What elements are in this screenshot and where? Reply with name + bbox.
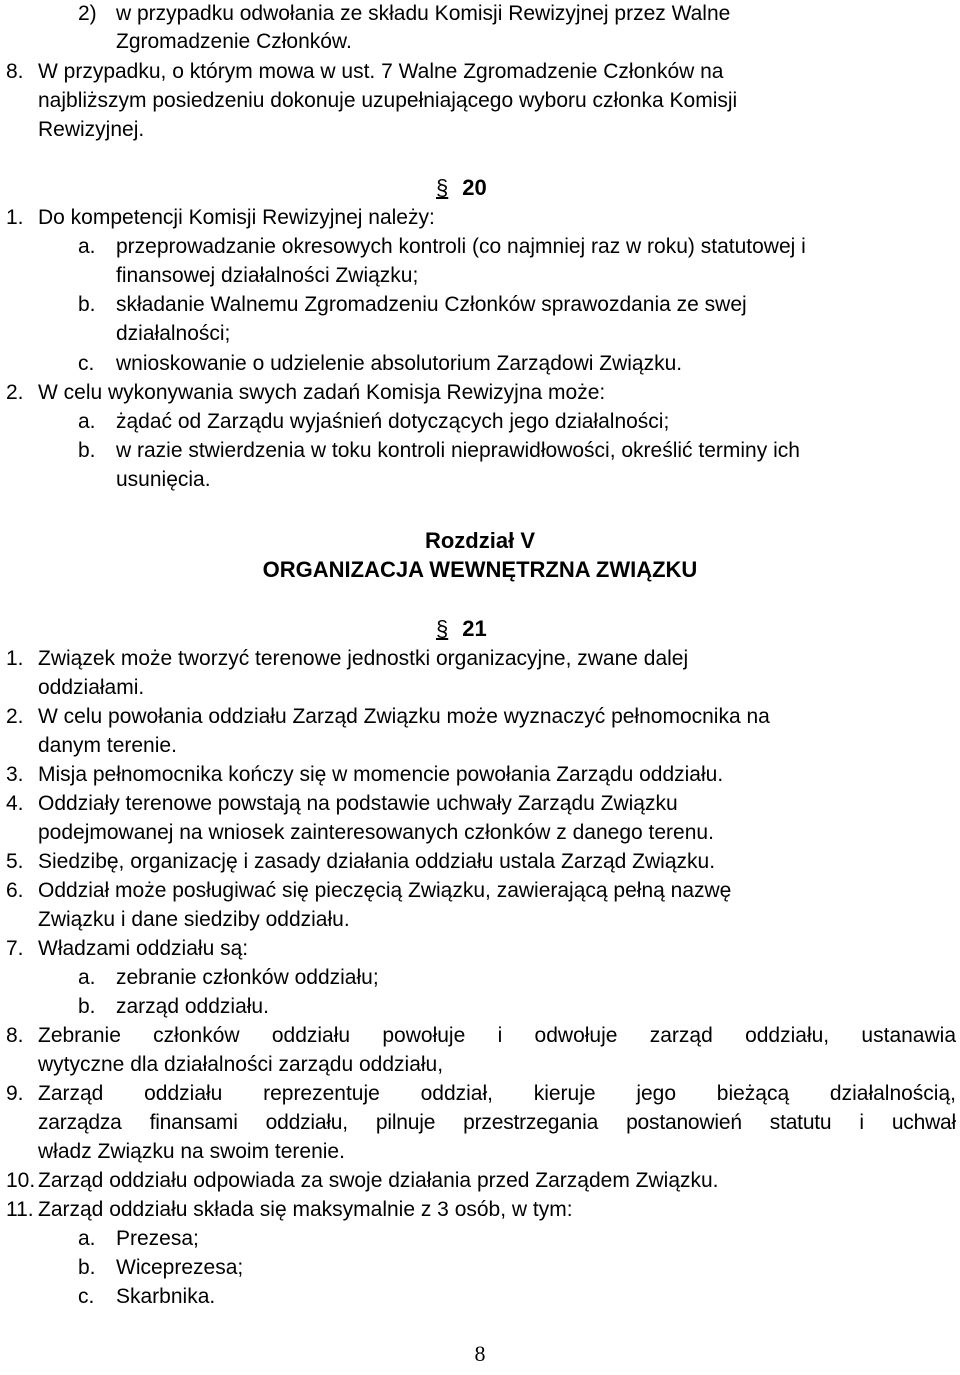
list-letter: b. (78, 439, 96, 462)
list-item-text: przeprowadzanie okresowych kontroli (co najmniej raz w roku) statutowej i (116, 235, 806, 258)
page-number: 8 (474, 1341, 486, 1366)
list-number: 7. (6, 937, 24, 960)
list-letter: b. (78, 1256, 96, 1279)
list-item-text: oddziałami. (38, 676, 145, 699)
list-number: 5. (6, 850, 24, 873)
list-item-text: wnioskowanie o udzielenie absolutorium Zarządowi Związku. (116, 352, 683, 375)
list-item-text: Związku i dane siedziby oddziału. (38, 908, 350, 931)
list-number: 2. (6, 705, 24, 728)
list-number: 3. (6, 763, 24, 786)
list-number: 9. (6, 1082, 24, 1105)
list-item-text: Władzami oddziału są: (38, 937, 249, 960)
list-letter: c. (78, 352, 95, 375)
list-item-text: W przypadku, o którym mowa w ust. 7 Walne Zgromadzenie Członków na (38, 60, 724, 83)
list-number: 1. (6, 206, 24, 229)
list-item-text: w przypadku odwołania ze składu Komisji Rewizyjnej przez Walne (116, 2, 731, 25)
list-item-text: działalności; (116, 322, 231, 345)
list-number: 8. (6, 1024, 24, 1047)
list-number: 4. (6, 792, 24, 815)
list-item-text: władz Związku na swoim terenie. (38, 1140, 345, 1163)
section-heading-21 (436, 615, 487, 643)
list-item-text: danym terenie. (38, 734, 177, 757)
list-letter: a. (78, 235, 96, 258)
list-item-text: podejmowanej na wniosek zainteresowanych członków z danego terenu. (38, 821, 714, 844)
paragraph-symbol: § (436, 175, 449, 200)
chapter-subtitle: ORGANIZACJA WEWNĘTRZNA ZWIĄZKU (262, 557, 698, 582)
list-number: 2. (6, 381, 24, 404)
list-item-text: usunięcia. (116, 468, 211, 491)
list-item-text: Zgromadzenie Członków. (116, 30, 352, 53)
list-item-text: żądać od Zarządu wyjaśnień dotyczących jego działalności; (116, 410, 670, 433)
list-item-text: Do kompetencji Komisji Rewizyjnej należy: (38, 206, 435, 229)
list-number: 8. (6, 60, 24, 83)
list-letter: a. (78, 410, 96, 433)
list-item-text: W celu wykonywania swych zadań Komisja Rewizyjna może: (38, 381, 606, 404)
list-number: 10. (6, 1169, 36, 1192)
list-number: 1. (6, 647, 24, 670)
list-item-text: Rewizyjnej. (38, 118, 145, 141)
chapter-title: Rozdział V (424, 528, 535, 553)
list-item-text: Oddział może posługiwać się pieczęcią Związku, zawierającą pełną nazwę (38, 879, 732, 902)
list-item-text: zebranie członków oddziału; (116, 966, 379, 989)
section-number: 20 (462, 175, 487, 200)
list-letter: b. (78, 293, 96, 316)
list-item-text: Prezesa; (116, 1227, 199, 1250)
list-item-text: Misja pełnomocnika kończy się w momencie powołania Zarządu oddziału. (38, 763, 724, 786)
list-item-text: Wiceprezesa; (116, 1256, 244, 1279)
list-item-text: finansowej działalności Związku; (116, 264, 419, 287)
list-item-text: zarządza finansami oddziału, pilnuje przestrzegania postanowień statutu i uchwał (38, 1111, 956, 1134)
list-number: 6. (6, 879, 24, 902)
list-item-text: Zarząd oddziału reprezentuje oddział, kieruje jego bieżącą działalnością, (38, 1082, 956, 1105)
list-item-text: w razie stwierdzenia w toku kontroli nieprawidłowości, określić terminy ich (116, 439, 800, 462)
section-number: 21 (462, 616, 487, 641)
list-item-text: Skarbnika. (116, 1285, 216, 1308)
list-letter: c. (78, 1285, 95, 1308)
list-item-text: Związek może tworzyć terenowe jednostki organizacyjne, zwane dalej (38, 647, 689, 670)
list-item-text: Siedzibę, organizację i zasady działania oddziału ustala Zarząd Związku. (38, 850, 716, 873)
list-item-text: Oddziały terenowe powstają na podstawie uchwały Zarządu Związku (38, 792, 678, 815)
list-item-text: Zarząd oddziału odpowiada za swoje działania przed Zarządem Związku. (38, 1169, 719, 1192)
list-item-text: zarząd oddziału. (116, 995, 269, 1018)
list-item-text: Zarząd oddziału składa się maksymalnie z 3 osób, w tym: (38, 1198, 573, 1221)
list-item-text: wytyczne dla działalności zarządu oddziału, (38, 1053, 444, 1076)
list-item-text: W celu powołania oddziału Zarząd Związku może wyznaczyć pełnomocnika na (38, 705, 770, 728)
list-letter: a. (78, 1227, 96, 1250)
list-item-text: najbliższym posiedzeniu dokonuje uzupełniającego wyboru członka Komisji (38, 89, 738, 112)
list-item-text: Zebranie członków oddziału powołuje i odwołuje zarząd oddziału, ustanawia (38, 1024, 956, 1047)
list-item-text: składanie Walnemu Zgromadzeniu Członków sprawozdania ze swej (116, 293, 747, 316)
section-heading-20 (436, 174, 487, 202)
list-number: 2) (78, 2, 97, 25)
list-number: 11. (6, 1198, 34, 1221)
list-letter: b. (78, 995, 96, 1018)
list-letter: a. (78, 966, 96, 989)
paragraph-symbol: § (436, 616, 449, 641)
